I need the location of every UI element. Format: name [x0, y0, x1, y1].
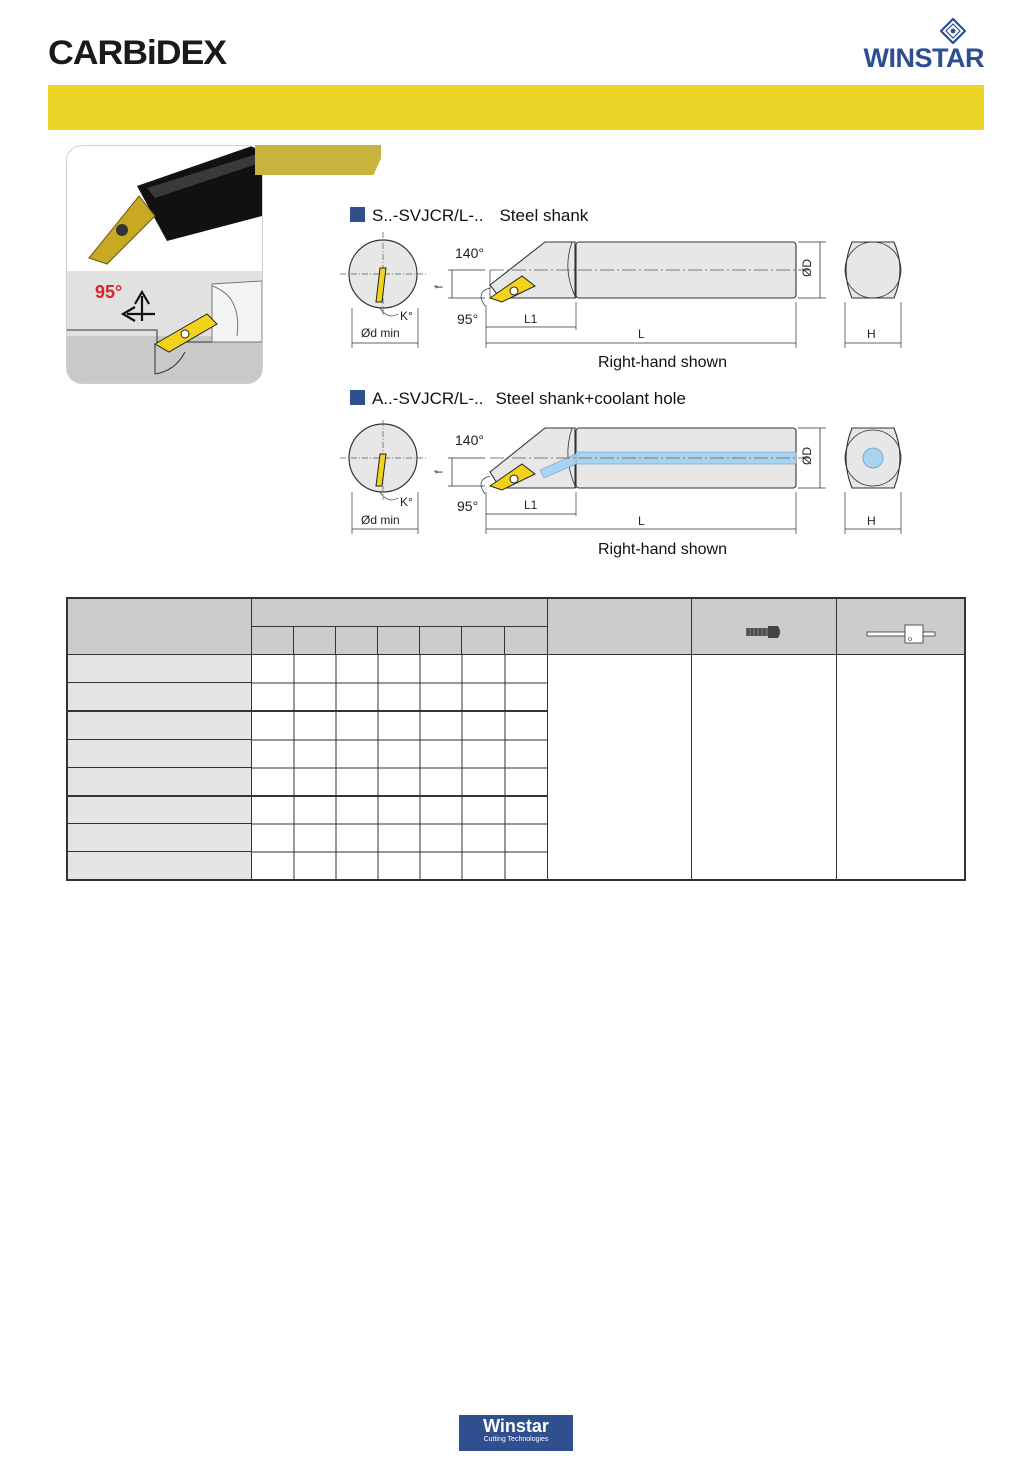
dim-od-a: ØD	[800, 447, 814, 465]
dim-odmin-a: Ød min	[361, 513, 400, 527]
dim-l1-a: L1	[524, 498, 538, 512]
tab-strip	[255, 145, 381, 175]
angle-140-a: 140°	[455, 432, 484, 448]
table-row-first-cell	[68, 711, 252, 740]
header-cell-dim	[505, 627, 548, 655]
footer-name: Winstar	[483, 1416, 549, 1436]
section-title-a	[350, 389, 686, 409]
angle-95-a: 95°	[457, 498, 479, 514]
drawing-a	[340, 420, 920, 540]
header-cell-dim	[462, 627, 505, 655]
table-row-first-cell	[68, 768, 252, 796]
dim-l1-s: L1	[524, 312, 538, 326]
table-row-first-cell	[68, 796, 252, 824]
angle-140-s: 140°	[455, 245, 484, 261]
section-desc-s: Steel shank	[499, 206, 589, 225]
header-cell-screw	[692, 599, 837, 655]
footer-logo	[459, 1415, 573, 1451]
section-title-s	[350, 206, 588, 226]
spec-table	[66, 597, 966, 881]
dim-l-s: L	[638, 327, 645, 341]
angle-95-s: 95°	[457, 311, 479, 327]
screw-icon	[744, 624, 782, 640]
header-cell-dim	[294, 627, 336, 655]
dim-l-a: L	[638, 514, 645, 528]
header-cell-part-no	[68, 599, 252, 655]
carbidex-logo: CARBiDEX	[48, 34, 227, 72]
dim-k-a: K°	[400, 495, 413, 509]
tool-photo	[66, 145, 263, 384]
table-row-first-cell	[68, 824, 252, 852]
section-desc-a: Steel shank+coolant hole	[495, 389, 686, 408]
footer-tagline: Cutting Technologies	[483, 1436, 549, 1443]
header-cell-dim	[336, 627, 378, 655]
caption-s: Right-hand shown	[598, 354, 727, 371]
dim-odmin-s: Ød min	[361, 326, 400, 340]
dim-od-s: ØD	[800, 259, 814, 277]
drawing-s	[340, 230, 920, 350]
dim-h-a: H	[867, 514, 876, 528]
key-wrench-icon	[865, 623, 937, 645]
winstar-wordmark: WINSTAR	[863, 43, 984, 73]
header-cell-dim	[252, 627, 294, 655]
table-row-first-cell	[68, 740, 252, 768]
header-cell-key	[837, 599, 964, 655]
table-row-first-cell	[68, 655, 252, 683]
section-code-a: A..-SVJCR/L-..	[372, 389, 484, 408]
winstar-logo	[844, 18, 984, 74]
dim-f-s: f	[433, 285, 446, 289]
winstar-diamond-icon	[940, 18, 966, 44]
dim-h-s: H	[867, 327, 876, 341]
header-cell-dim	[378, 627, 420, 655]
bullet-square-icon	[350, 390, 365, 405]
table-row-first-cell	[68, 852, 252, 879]
angle-label: 95°	[95, 282, 123, 302]
dimension-grid	[252, 655, 548, 879]
header-cell-dim	[420, 627, 462, 655]
caption-a: Right-hand shown	[598, 541, 727, 558]
insert-column	[548, 655, 692, 879]
dim-k-s: K°	[400, 309, 413, 323]
dim-f-a: f	[433, 470, 446, 474]
table-row-first-cell	[68, 683, 252, 711]
header-cell-dimensions	[252, 599, 548, 627]
key-column	[837, 655, 964, 879]
screw-column	[692, 655, 837, 879]
section-code-s: S..-SVJCR/L-..	[372, 206, 484, 225]
title-bar	[48, 85, 984, 130]
bullet-square-icon	[350, 207, 365, 222]
header-cell-insert	[548, 599, 692, 655]
